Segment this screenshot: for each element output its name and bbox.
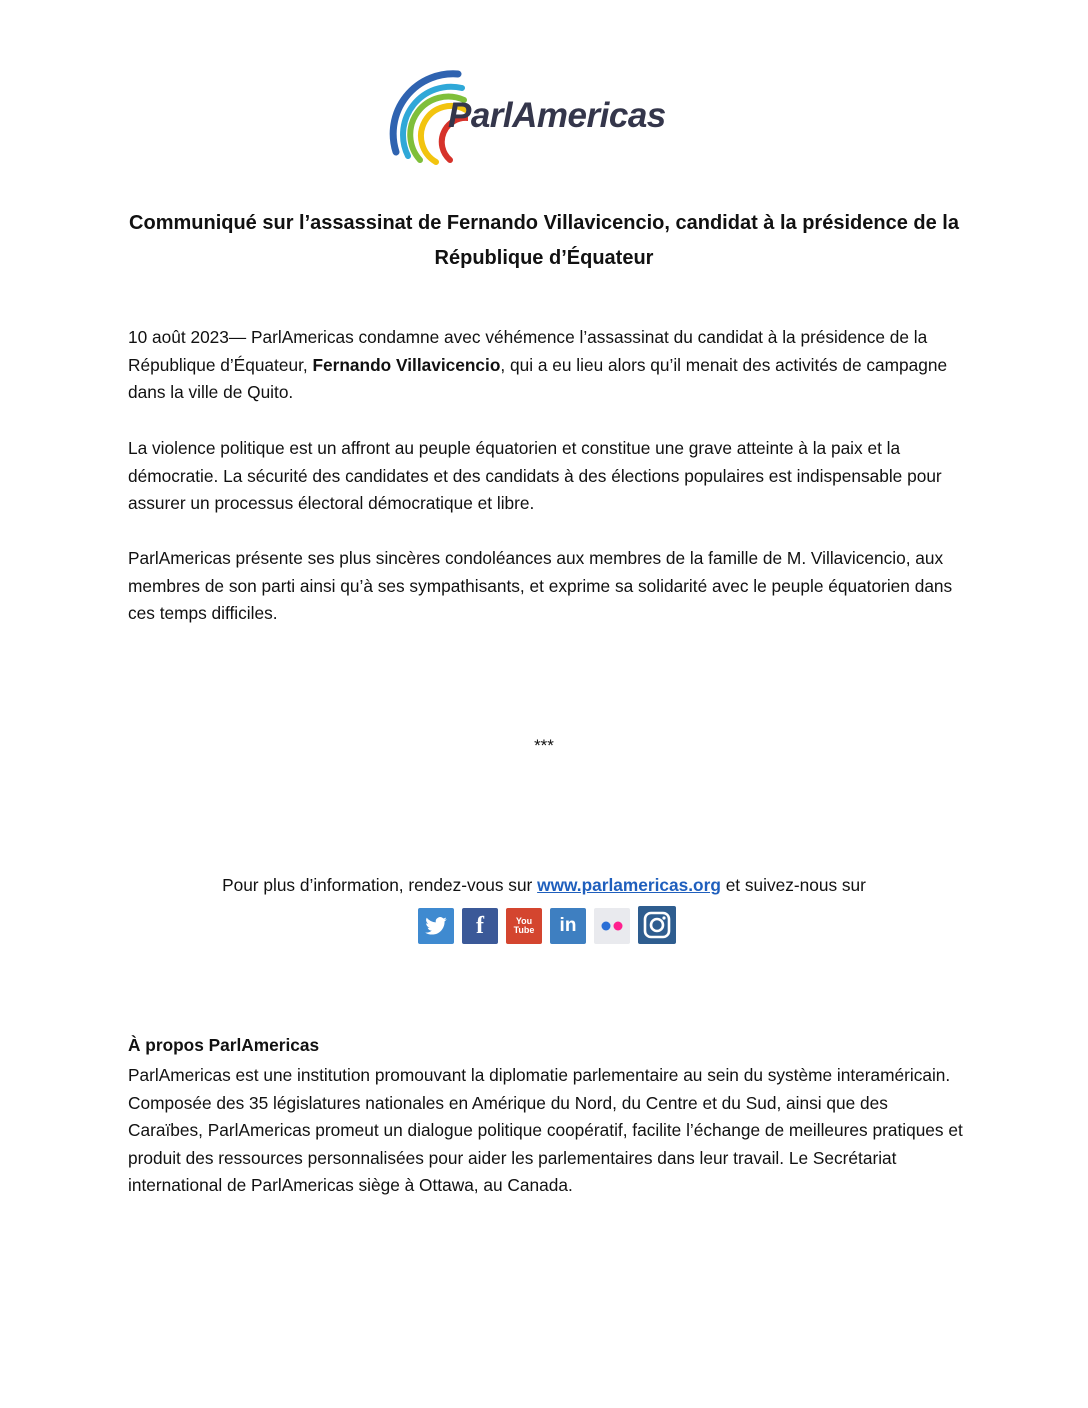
paragraph-intro-start: 10 août 2023— ParlAmericas condamne avec véhémence l’assassinat du candidat à la présidence de la République d’Équateur, xyxy=(128,327,928,375)
contact-line xyxy=(0,875,1088,896)
social-links xyxy=(418,906,676,944)
paragraph-condolences: ParlAmericas présente ses plus sincères condoléances aux membres de la famille de M. Villavicencio, aux membres de son parti ainsi qu’à ses sympathisants, et exprime sa solidarité avec le peuple équatorien dans ces temps difficiles. xyxy=(128,548,953,623)
candidate-name: Fernando Villavicencio xyxy=(312,354,501,375)
paragraph-intro-end: , qui a eu lieu alors qu’il menait des activités de campagne dans la ville de Quito. xyxy=(128,354,948,402)
contact-text: Pour plus d’information, rendez-vous sur xyxy=(222,875,538,895)
section-separator: *** xyxy=(534,736,554,755)
instagram-icon[interactable] xyxy=(638,906,676,944)
flickr-icon[interactable] xyxy=(594,908,630,944)
logo-wordmark: ParlAmericas xyxy=(448,96,666,135)
about-heading: À propos ParlAmericas xyxy=(128,1035,320,1055)
twitter-icon[interactable] xyxy=(418,908,454,944)
linkedin-icon[interactable]: in xyxy=(550,908,586,944)
contact-follow-text: et suivez-nous sur xyxy=(720,875,866,895)
page-title: Communiqué sur l’assassinat de Fernando Villavicencio, candidat à la présidence de la République d’Équateur xyxy=(129,212,959,269)
paragraph-intro xyxy=(128,324,964,407)
about-paragraph: ParlAmericas est une institution promouvant la diplomatie parlementaire au sein du système interaméricain. Composée des 35 législatures nationales en Amérique du Nord, du Centre et du Sud, ainsi que des Caraïbes, ParlAmericas promeut un dialogue politique coopératif, facilite l’échange de meilleures pratiques et produit des ressources personnalisées pour aider les parlementaires dans leur travail. Le Secrétariat international de ParlAmericas siège à Ottawa, au Canada. xyxy=(128,1065,963,1195)
youtube-icon[interactable]: You Tube xyxy=(506,908,542,944)
parlamericas-logo xyxy=(378,66,718,170)
website-link[interactable]: www.parlamericas.org xyxy=(537,875,721,895)
facebook-icon[interactable]: f xyxy=(462,908,498,944)
paragraph-violence: La violence politique est un affront au peuple équatorien et constitue une grave atteinte à la paix et la démocratie. La sécurité des candidates et des candidats à des élections populaires est indispensable pour assurer un processus électoral démocratique et libre. xyxy=(128,438,942,513)
